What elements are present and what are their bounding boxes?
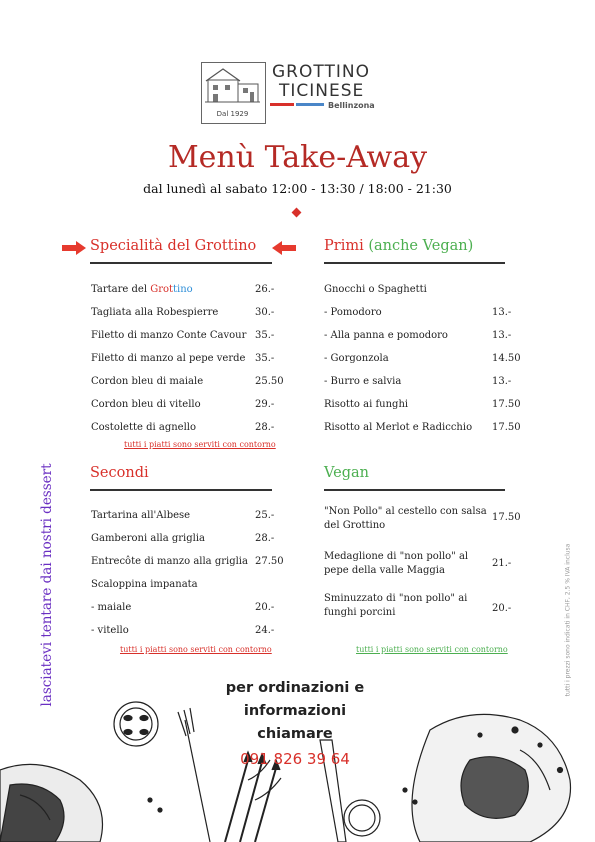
menu-item: Gnocchi o Spaghetti bbox=[324, 284, 427, 295]
specialita-title: Specialità del Grottino bbox=[90, 238, 257, 254]
menu-item: - Burro e salvia bbox=[324, 376, 402, 387]
menu-item: Medaglione di "non pollo" al pepe della valle Maggia bbox=[324, 551, 469, 576]
logo-red-bar bbox=[270, 103, 294, 106]
menu-item: Scaloppina impanata bbox=[91, 579, 198, 590]
logo-line2: TICINESE bbox=[279, 81, 365, 101]
menu-item: - Gorgonzola bbox=[324, 353, 389, 364]
menu-item: Gamberoni alla griglia bbox=[91, 533, 206, 544]
menu-item: - Pomodoro bbox=[324, 307, 382, 318]
primi-title: Primi (anche Vegan) bbox=[324, 238, 474, 254]
menu-item: Filetto di manzo Conte Cavour bbox=[91, 330, 247, 341]
vegan-title: Vegan bbox=[324, 465, 369, 481]
opening-hours: dal lunedì al sabato 12:00 - 13:30 / 18:00 - 21:30 bbox=[143, 181, 452, 196]
menu-price: 24.- bbox=[255, 625, 275, 636]
menu-price: 25.50 bbox=[255, 376, 284, 387]
secondi-title: Secondi bbox=[90, 465, 149, 481]
arrow-right-icon bbox=[62, 241, 86, 255]
menu-item: Entrecôte di manzo alla griglia bbox=[91, 556, 248, 567]
logo-line1: GROTTINO bbox=[272, 62, 370, 82]
logo-blue-bar bbox=[296, 103, 324, 106]
menu-item: Tartarina all'Albese bbox=[91, 510, 191, 521]
menu-price: 20.- bbox=[255, 602, 275, 613]
secondi-note: tutti i piatti sono serviti con contorno bbox=[120, 645, 272, 654]
phone-number[interactable]: 091 826 39 64 bbox=[240, 750, 350, 768]
arrow-left-icon bbox=[272, 241, 296, 255]
menu-price: 28.- bbox=[255, 422, 275, 433]
menu-price: 14.50 bbox=[492, 353, 521, 364]
primi-rule bbox=[324, 262, 505, 264]
menu-item: Tartare del Grottino bbox=[91, 284, 193, 295]
contact-line2: informazioni bbox=[243, 703, 347, 719]
menu-item: Risotto ai funghi bbox=[324, 399, 409, 410]
menu-price: 13.- bbox=[492, 330, 512, 341]
menu-item: "Non Pollo" al cestello con salsa del Grottino bbox=[324, 506, 487, 531]
menu-price: 17.50 bbox=[492, 512, 521, 523]
menu-item: Cordon bleu di vitello bbox=[91, 399, 201, 410]
menu-item: Sminuzzato di "non pollo" ai funghi porcini bbox=[324, 593, 468, 618]
house-illustration bbox=[205, 66, 260, 104]
menu-price: 21.- bbox=[492, 558, 512, 569]
menu-item: Tagliata alla Robespierre bbox=[91, 307, 219, 318]
menu-item: Costolette di agnello bbox=[91, 422, 197, 433]
menu-price: 35.- bbox=[255, 330, 275, 341]
price-info-side-text: tutti i prezzi sono indicati in CHF, 2.5 % IVA inclusa bbox=[564, 543, 572, 697]
menu-price: 13.- bbox=[492, 307, 512, 318]
specialita-note: tutti i piatti sono serviti con contorno bbox=[124, 440, 276, 449]
menu-price: 17.50 bbox=[492, 422, 521, 433]
specialita-rule bbox=[90, 262, 272, 264]
menu-item: Filetto di manzo al pepe verde bbox=[91, 353, 246, 364]
diamond-icon bbox=[292, 208, 302, 218]
menu-item: - vitello bbox=[91, 625, 129, 636]
menu-price: 25.- bbox=[255, 510, 275, 521]
menu-price: 30.- bbox=[255, 307, 275, 318]
contact-line3: chiamare bbox=[257, 726, 333, 742]
menu-price: 17.50 bbox=[492, 399, 521, 410]
logo-city: Bellinzona bbox=[328, 101, 375, 110]
page-title: Menù Take-Away bbox=[167, 140, 428, 175]
menu-price: 27.50 bbox=[255, 556, 284, 567]
contact-line1: per ordinazioni e bbox=[225, 680, 365, 696]
menu-item: Risotto al Merlot e Radicchio bbox=[324, 422, 473, 433]
menu-price: 20.- bbox=[492, 603, 512, 614]
menu-price: 26.- bbox=[255, 284, 275, 295]
vegan-rule bbox=[324, 489, 505, 491]
menu-price: 13.- bbox=[492, 376, 512, 387]
menu-price: 29.- bbox=[255, 399, 275, 410]
logo-since: Dal 1929 bbox=[216, 110, 249, 118]
menu-item: - maiale bbox=[91, 602, 132, 613]
menu-price: 28.- bbox=[255, 533, 275, 544]
menu-item: - Alla panna e pomodoro bbox=[324, 330, 448, 341]
menu-price: 35.- bbox=[255, 353, 275, 364]
dessert-side-text: lasciatevi tentare dai nostri dessert bbox=[39, 463, 55, 707]
secondi-rule bbox=[90, 489, 272, 491]
menu-item: Cordon bleu di maiale bbox=[91, 376, 204, 387]
vegan-note: tutti i piatti sono serviti con contorno bbox=[356, 645, 508, 654]
